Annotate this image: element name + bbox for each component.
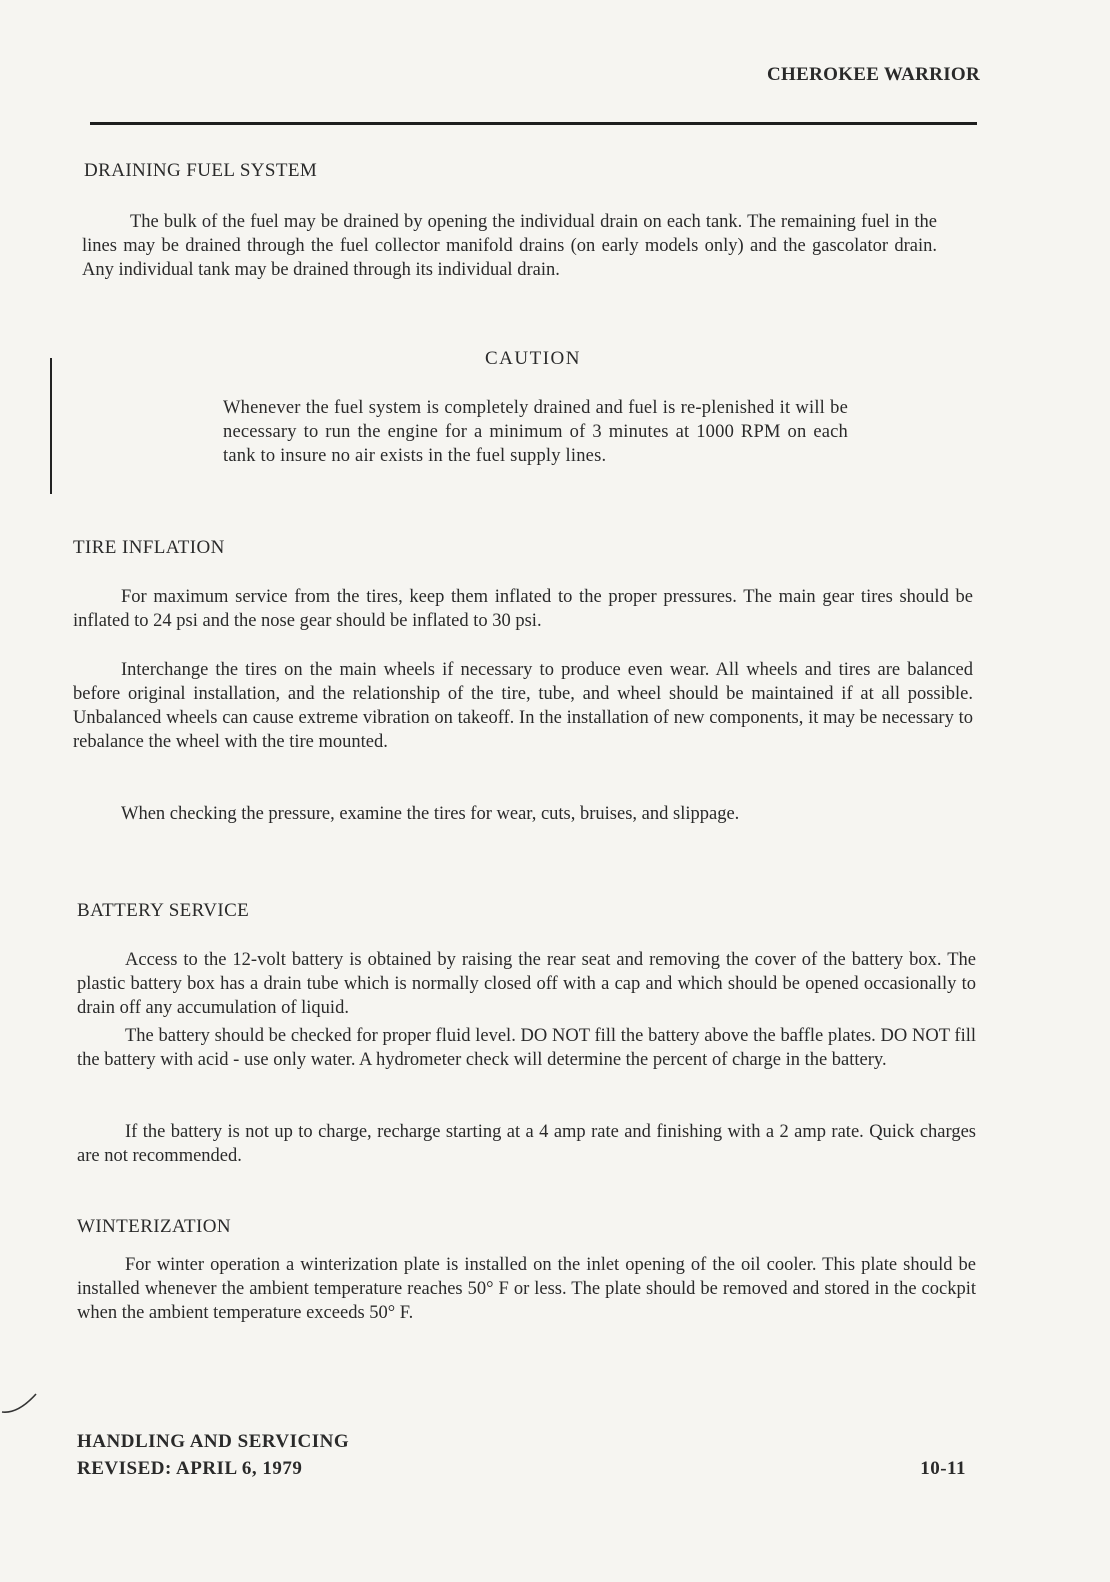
heading-winterization: WINTERIZATION — [77, 1216, 231, 1237]
margin-mark-icon — [0, 1388, 40, 1418]
footer-section-title: HANDLING AND SERVICING — [77, 1431, 350, 1452]
paragraph-battery-1: Access to the 12-volt battery is obtained by raising the rear seat and removing the cover of the battery box. The plastic battery box has a drain tube which is normally closed off with a cap and which should be opened occasionally to drain off any accumulation of liquid. — [77, 950, 976, 1018]
paragraph-battery-3: If the battery is not up to charge, recharge starting at a 4 amp rate and finishing with a 2 amp rate. Quick charges are not recommended. — [77, 1122, 976, 1166]
caution-title: CAUTION — [485, 348, 581, 369]
footer-revision-date: REVISED: APRIL 6, 1979 — [77, 1458, 303, 1479]
header-rule — [90, 122, 977, 125]
paragraph-draining: The bulk of the fuel may be drained by opening the individual drain on each tank. The remaining fuel in the lines may be drained through the fuel collector manifold drains (on early models only) and the gascolator drain. Any individual tank may be drained through its individual drain. — [82, 212, 937, 280]
paragraph-tire-2: Interchange the tires on the main wheels if necessary to produce even wear. All wheels and tires are balanced before original installation, and the relationship of the tire, tube, and wheel should be maintained if at all possible. Unbalanced wheels can cause extreme vibration on takeoff. In the installation of new components, it may be necessary to rebalance the wheel with the tire mounted. — [73, 660, 973, 752]
revision-change-bar — [50, 358, 52, 494]
heading-tire-inflation: TIRE INFLATION — [73, 537, 225, 558]
paragraph-winterization: For winter operation a winterization plate is installed on the inlet opening of the oil cooler. This plate should be installed whenever the ambient temperature reaches 50° F or less. The plate should be removed and stored in the cockpit when the ambient temperature exceeds 50° F. — [77, 1255, 976, 1323]
caution-text: Whenever the fuel system is completely drained and fuel is re-plenished it will be necessary to run the engine for a minimum of 3 minutes at 1000 RPM on each tank to insure no air exists in the fuel supply lines. — [223, 398, 848, 466]
paragraph-tire-3: When checking the pressure, examine the tires for wear, cuts, bruises, and slippage. — [121, 804, 740, 824]
heading-draining-fuel-system: DRAINING FUEL SYSTEM — [84, 160, 318, 181]
heading-battery-service: BATTERY SERVICE — [77, 900, 250, 921]
footer-page-number: 10-11 — [920, 1458, 966, 1479]
running-header: CHEROKEE WARRIOR — [767, 64, 980, 85]
paragraph-tire-1: For maximum service from the tires, keep them inflated to the proper pressures. The main gear tires should be inflated to 24 psi and the nose gear should be inflated to 30 psi. — [73, 587, 973, 631]
paragraph-battery-2: The battery should be checked for proper fluid level. DO NOT fill the battery above the baffle plates. DO NOT fill the battery with acid - use only water. A hydrometer check will determine the percent of charge in the battery. — [77, 1026, 976, 1070]
